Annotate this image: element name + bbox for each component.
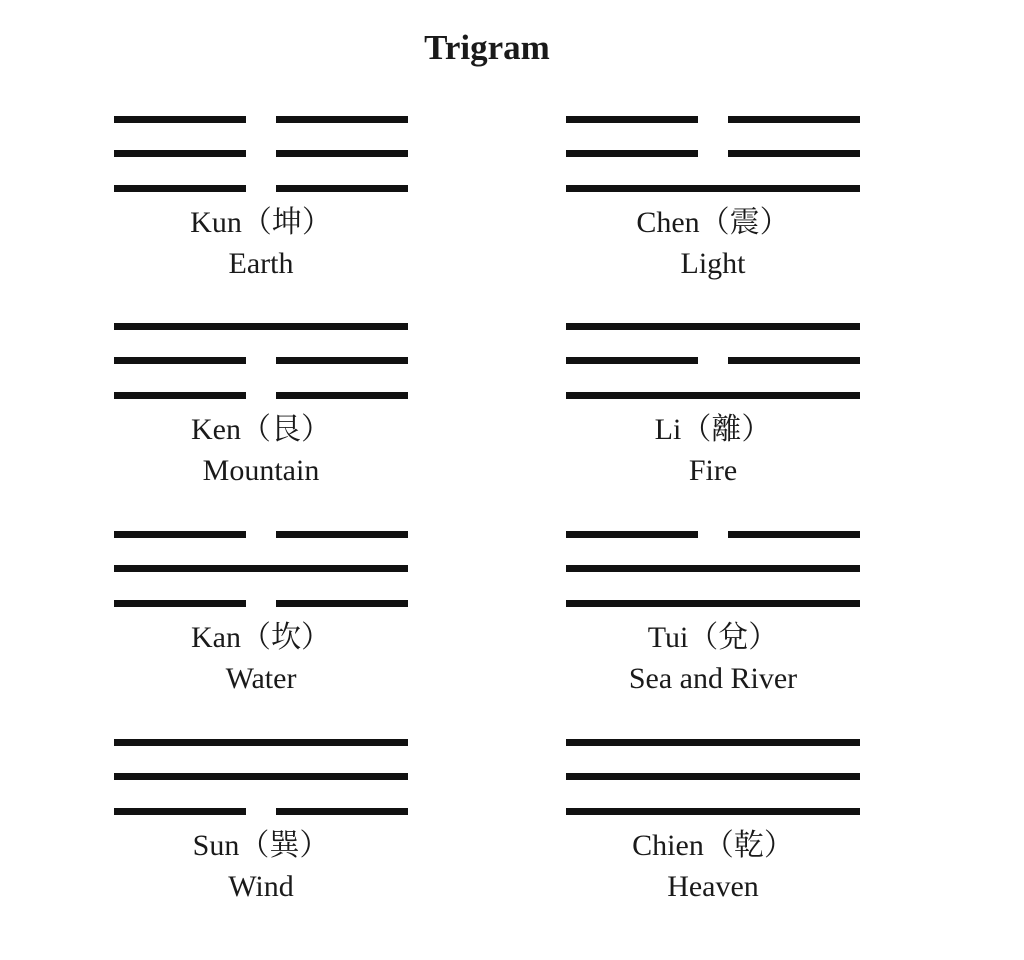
trigram-name: Kan（坎） bbox=[191, 621, 331, 654]
trigram-chien bbox=[566, 739, 860, 919]
trigram-name: Kun（坤） bbox=[190, 206, 332, 239]
line-segment bbox=[276, 392, 408, 399]
trigram-line-top bbox=[114, 323, 408, 330]
line-segment bbox=[276, 185, 408, 192]
line-segment bbox=[276, 150, 408, 157]
trigram-line-top bbox=[566, 323, 860, 330]
line-segment bbox=[114, 116, 246, 123]
line-segment bbox=[566, 323, 860, 330]
trigram-name: Ken（艮） bbox=[191, 413, 331, 446]
line-segment bbox=[566, 773, 860, 780]
trigram-line-bottom bbox=[566, 600, 860, 607]
line-segment bbox=[114, 565, 408, 572]
trigram-line-middle bbox=[566, 565, 860, 572]
line-segment bbox=[114, 773, 408, 780]
line-segment bbox=[114, 739, 408, 746]
trigram-tui bbox=[566, 531, 860, 711]
trigram-line-middle bbox=[114, 357, 408, 364]
line-segment bbox=[566, 357, 698, 364]
line-segment bbox=[566, 600, 860, 607]
line-segment bbox=[566, 808, 860, 815]
trigram-name: Chien（乾） bbox=[632, 829, 794, 862]
line-segment bbox=[566, 739, 860, 746]
trigram-ken bbox=[114, 323, 408, 503]
line-segment bbox=[276, 600, 408, 607]
line-segment bbox=[114, 531, 246, 538]
trigram-meaning: Mountain bbox=[202, 454, 320, 487]
line-segment bbox=[114, 808, 246, 815]
trigram-lines bbox=[114, 739, 408, 815]
line-segment bbox=[114, 600, 246, 607]
line-segment bbox=[114, 323, 408, 330]
trigram-meaning: Wind bbox=[228, 870, 294, 903]
line-segment bbox=[114, 150, 246, 157]
trigram-line-bottom bbox=[566, 808, 860, 815]
trigram-meaning: Sea and River bbox=[628, 662, 798, 695]
line-segment bbox=[276, 357, 408, 364]
trigram-line-top bbox=[566, 116, 860, 123]
line-segment bbox=[728, 116, 860, 123]
trigram-line-bottom bbox=[566, 392, 860, 399]
line-segment bbox=[566, 565, 860, 572]
line-segment bbox=[728, 357, 860, 364]
trigram-line-middle bbox=[566, 773, 860, 780]
trigram-line-top bbox=[114, 116, 408, 123]
trigram-meaning: Fire bbox=[688, 454, 738, 487]
line-segment bbox=[566, 150, 698, 157]
trigram-line-top bbox=[114, 531, 408, 538]
trigram-name: Li（離） bbox=[654, 413, 772, 446]
trigram-line-middle bbox=[114, 773, 408, 780]
trigram-line-bottom bbox=[566, 185, 860, 192]
trigram-line-middle bbox=[566, 357, 860, 364]
trigram-line-bottom bbox=[114, 392, 408, 399]
trigram-kun bbox=[114, 116, 408, 296]
trigram-line-middle bbox=[566, 150, 860, 157]
trigram-sun bbox=[114, 739, 408, 919]
trigram-lines bbox=[114, 323, 408, 399]
trigram-kan bbox=[114, 531, 408, 711]
trigram-line-middle bbox=[114, 565, 408, 572]
line-segment bbox=[276, 808, 408, 815]
trigram-line-bottom bbox=[114, 600, 408, 607]
trigram-lines bbox=[114, 116, 408, 192]
line-segment bbox=[276, 116, 408, 123]
trigram-name: Sun（巽） bbox=[192, 829, 330, 862]
trigram-meaning: Water bbox=[225, 662, 297, 695]
diagram-title: Trigram bbox=[424, 28, 550, 67]
trigram-line-bottom bbox=[114, 185, 408, 192]
trigram-meaning: Earth bbox=[228, 247, 294, 280]
line-segment bbox=[114, 357, 246, 364]
trigram-line-middle bbox=[114, 150, 408, 157]
line-segment bbox=[114, 392, 246, 399]
trigram-line-bottom bbox=[114, 808, 408, 815]
trigram-line-top bbox=[566, 739, 860, 746]
trigram-chen bbox=[566, 116, 860, 296]
trigram-name: Tui（兌） bbox=[647, 621, 779, 654]
line-segment bbox=[728, 150, 860, 157]
trigram-lines bbox=[566, 116, 860, 192]
line-segment bbox=[728, 531, 860, 538]
trigram-lines bbox=[566, 531, 860, 607]
trigram-line-top bbox=[114, 739, 408, 746]
trigram-lines bbox=[566, 323, 860, 399]
line-segment bbox=[566, 531, 698, 538]
trigram-li bbox=[566, 323, 860, 503]
trigram-line-top bbox=[566, 531, 860, 538]
trigram-lines bbox=[114, 531, 408, 607]
line-segment bbox=[566, 392, 860, 399]
line-segment bbox=[566, 116, 698, 123]
trigram-name: Chen（震） bbox=[636, 206, 790, 239]
line-segment bbox=[114, 185, 246, 192]
trigram-meaning: Light bbox=[680, 247, 746, 280]
trigram-meaning: Heaven bbox=[667, 870, 759, 903]
trigram-lines bbox=[566, 739, 860, 815]
line-segment bbox=[566, 185, 860, 192]
line-segment bbox=[276, 531, 408, 538]
